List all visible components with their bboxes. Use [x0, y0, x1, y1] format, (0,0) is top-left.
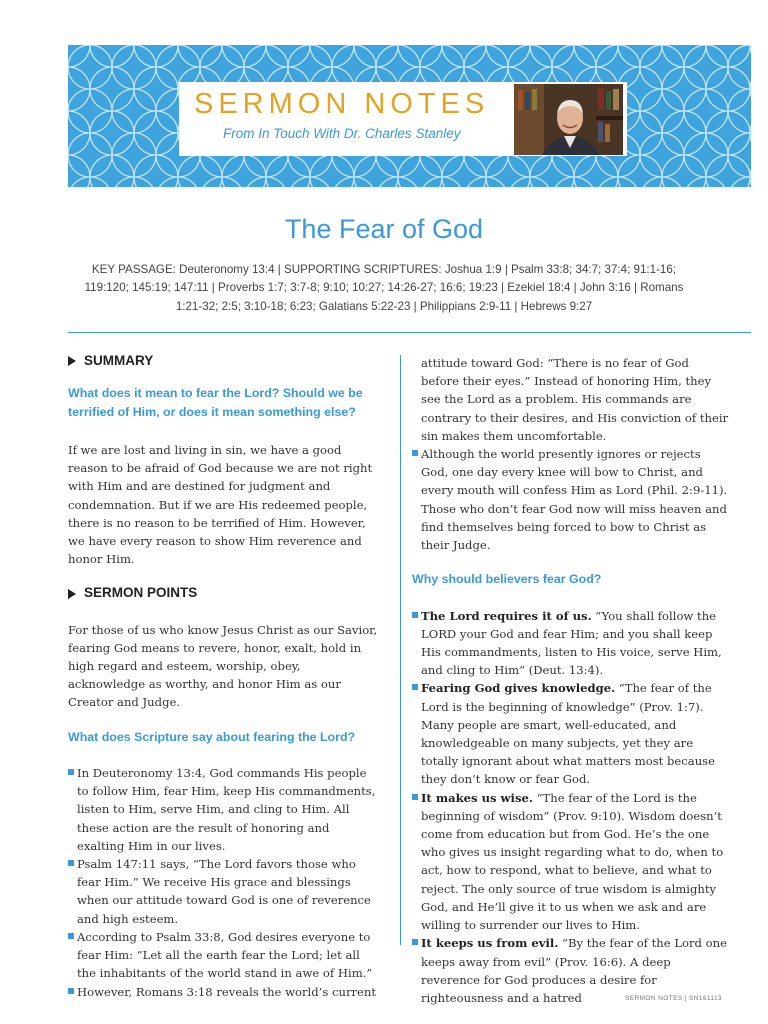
pastor-photo-illustration [514, 84, 623, 155]
list-item: The Lord requires it of us. “You shall follow the LORD your God and fear Him; and you shall keep His commandments, listen to His voice, serve Him, and cling to Him” (Deut. 13:4). [412, 607, 730, 680]
summary-heading: SUMMARY [68, 352, 378, 370]
scripture-question: What does Scripture say about fearing the Lord? [68, 729, 356, 744]
key-passage: KEY PASSAGE: Deuteronomy 13:4 | SUPPORTING SCRIPTURES: Joshua 1:9 | Psalm 33:8; 34:7; 37:4; 91:1-16; 119:120; 145:19; 147:11 | Proverbs 1:7; 3:7-8; 9:10; 10:27; 14:26-27; 16:6; 19:23 | Ezekiel 18:4 | John 3:16 | Romans 1:21-32; 2:5; 3:10-18; 6:23; Galatians 5:22-23 | Philippians 2:9-11 | Hebrews 9:27 [84, 263, 684, 313]
banner-title: SERMON NOTES [194, 88, 490, 120]
divider [68, 332, 751, 333]
list-item: According to Psalm 33:8, God desires everyone to fear Him: “Let all the earth fear the Lord; let all the inhabitants of the world stand in awe of Him.” [68, 928, 378, 983]
column-divider [400, 355, 401, 945]
banner-subtitle: From In Touch With Dr. Charles Stanley [223, 126, 461, 141]
right-column [412, 354, 730, 1007]
scripture-list [68, 764, 378, 1001]
sermon-points-intro: For those of us who know Jesus Christ as our Savior, fearing God means to revere, honor, exalt, hold in high regard and esteem, worship, obey, acknowledge as worthy, and honor Him as our Creator and Judge. [68, 622, 378, 710]
list-item: Psalm 147:11 says, “The Lord favors those who fear Him.” We receive His grace and blessings when our attitude toward God is one of reverence and high esteem. [68, 855, 378, 928]
scripture-list-continued [412, 354, 730, 554]
triangle-icon [68, 589, 76, 599]
footer: SERMON NOTES | SN161113 [625, 995, 722, 1002]
left-column [68, 352, 378, 1001]
triangle-icon [68, 356, 76, 366]
list-item: Fearing God gives knowledge. “The fear of the Lord is the beginning of knowledge” (Prov. 1:7). Many people are smart, well-educated, and knowledgeable on many subjects, yet they are totally ignorant about what matters most because they don’t know or fear God. [412, 679, 730, 788]
list-item: In Deuteronomy 13:4, God commands His people to follow Him, fear Him, keep His commandments, listen to Him, serve Him, and cling to Him. All these action are the result of honoring and exalting Him in our lives. [68, 764, 378, 855]
believers-question: Why should believers fear God? [412, 572, 602, 587]
list-item: attitude toward God: “There is no fear of God before their eyes.” Instead of honoring Him, they see the Lord as a problem. His commands are contrary to their desires, and His conviction of their sin makes them uncomfortable. [421, 356, 729, 443]
list-item: Although the world presently ignores or rejects God, one day every knee will bow to Christ, and every mouth will confess Him as Lord (Phil. 2:9-11). Those who don’t fear God now will miss heaven and find themselves being forced to bow to Christ as their Judge. [412, 445, 730, 554]
pastor-photo [514, 84, 623, 155]
page-title: The Fear of God [284, 214, 484, 244]
list-item: However, Romans 3:18 reveals the world’s current [68, 983, 378, 1001]
list-item: It makes us wise. “The fear of the Lord is the beginning of wisdom” (Prov. 9:10). Wisdom doesn’t come from education but from God. He’s the one who gives us insight regarding what to do, when to act, how to respond, what to believe, and what to reject. The only source of true wisdom is almighty God, and He’ll give it to us when we ask and are willing to surrender our lives to Him. [412, 789, 730, 935]
summary-question: What does it mean to fear the Lord? Should we be terrified of Him, or does it mean something else? [68, 386, 363, 419]
summary-body: If we are lost and living in sin, we have a good reason to be afraid of God because we are not right with Him and are destined for judgment and condemnation. But if we are His redeemed people, there is no reason to be terrified of Him. However, we have every reason to show Him reverence and honor Him. [68, 443, 373, 567]
sermon-points-heading: SERMON POINTS [68, 584, 378, 602]
reasons-list [412, 607, 730, 1007]
list-item: It keeps us from evil. “By the fear of the Lord one keeps away from evil” (Prov. 16:6). A deep reverence for God produces a desire for righteousness and a hatred [412, 934, 730, 1007]
